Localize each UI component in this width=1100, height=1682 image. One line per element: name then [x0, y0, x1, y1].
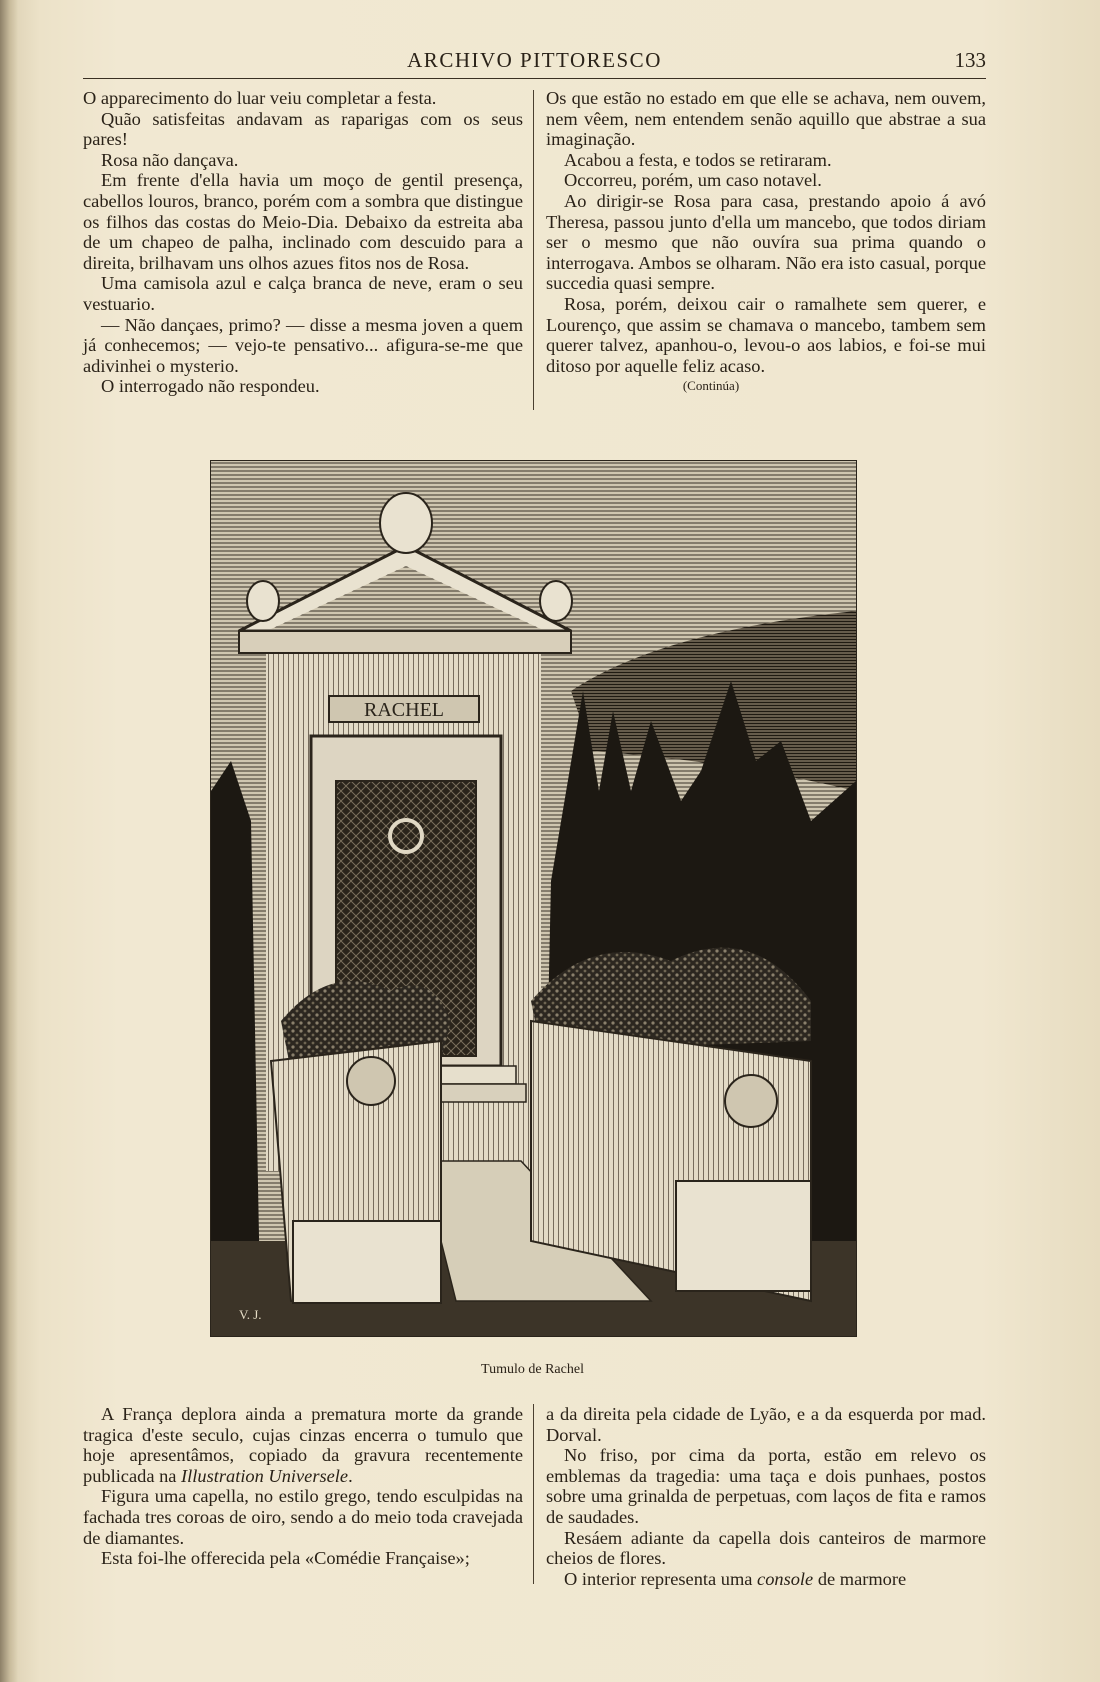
planter-left-base	[293, 1221, 441, 1303]
paragraph: — Não dançaes, primo? — disse a mesma joven a quem já conhecemos; — vejo-te pensativo... afigura-se-me que adivinhei o mysterio.	[83, 314, 523, 376]
column-rule-top	[533, 90, 534, 410]
paragraph: Quão satisfeitas andavam as raparigas com os seus pares!	[83, 108, 523, 150]
page-number: 133	[954, 48, 986, 72]
column-rule-bottom	[533, 1404, 534, 1584]
paragraph: Resáem adiante da capella dois canteiros de marmore cheios de flores.	[546, 1527, 986, 1569]
top-right-column	[546, 88, 986, 397]
engraver-mark: V. J.	[239, 1307, 262, 1322]
bottom-left-column	[83, 1404, 523, 1569]
page-header	[83, 44, 986, 79]
paragraph	[546, 1569, 986, 1590]
paragraph: O apparecimento do luar veiu completar a festa.	[83, 88, 437, 108]
paragraph: Figura uma capella, no estilo grego, tendo esculpidas na fachada tres coroas de oiro, sendo a do meio toda cravejada de diamantes.	[83, 1486, 523, 1548]
continua-note: (Continúa)	[682, 378, 740, 394]
planter-left-cross-ornament	[347, 1057, 395, 1105]
cornice	[239, 631, 571, 653]
tomb-inscription: RACHEL	[364, 699, 444, 721]
planter-right-cross-ornament	[725, 1075, 777, 1127]
paragraph-text: A França deplora ainda a prematura morte da grande tragica d'este seculo, cujas cinzas encerra o tumulo que hoje apresentâmos, copiado da gravura recentemente publicada na	[83, 1404, 523, 1486]
planter-right-base	[676, 1181, 811, 1291]
paragraph: Acabou a festa, e todos se retiraram.	[564, 149, 832, 170]
paragraph: Esta foi-lhe offerecida pela «Comédie Française»;	[101, 1548, 470, 1569]
paragraph: Em frente d'ella havia um moço de gentil presença, cabellos louros, branco, porém com a sombra que distingue os filhos das costas do Meio-Dia. Debaixo da estreita aba de um chapeo de palha, inclinado com descuido para a direita, brilhavam uns olhos azues fitos nos de Rosa.	[83, 170, 523, 273]
paragraph-text: .	[348, 1465, 353, 1486]
paragraph-text: O interior representa uma	[564, 1568, 758, 1589]
paragraph: Uma camisola azul e calça branca de neve, eram o seu vestuario.	[83, 273, 523, 314]
acroterion-right	[540, 581, 572, 621]
paragraph: O interrogado não respondeu.	[101, 376, 320, 397]
running-title: ARCHIVO PITTORESCO	[407, 48, 662, 72]
top-left-column	[83, 88, 523, 397]
paragraph	[83, 1404, 523, 1486]
figure-caption: Tumulo de Rachel	[481, 1362, 584, 1377]
paragraph: Rosa não dançava.	[101, 149, 239, 170]
paragraph: Ao dirigir-se Rosa para casa, prestando apoio á avó Theresa, passou junto d'ella um mancebo, que todos diriam ser o mesmo que não ouvíra sua prima quando o interrogava. Ambos se olharam. Não era isto casual, porque succedia quasi sempre.	[546, 190, 986, 294]
paragraph: No friso, por cima da porta, estão em relevo os emblemas da tragedia: uma taça e dois punhaes, postos sobre uma grinalda de perpetuas, com laços de fita e ramos de saudades.	[546, 1445, 986, 1527]
acroterion-top	[380, 493, 432, 553]
paragraph: a da direita pela cidade de Lyão, e a da esquerda por mad. Dorval.	[546, 1404, 986, 1445]
paragraph: Rosa, porém, deixou cair o ramalhete sem querer, e Lourenço, que assim se chamava o mancebo, tambem sem querer talvez, apanhou-o, levou-o aos labios, e foi-se mui ditoso por aquelle feliz acaso.	[546, 293, 986, 376]
paragraph-text: de marmore	[813, 1568, 907, 1589]
paragraph: Os que estão no estado em que elle se achava, nem ouvem, nem vêem, nem entendem senão aquillo que abstrae a sua imaginação.	[546, 88, 986, 150]
bottom-right-column	[546, 1404, 986, 1589]
acroterion-left	[247, 581, 279, 621]
italic-term: console	[757, 1568, 814, 1589]
paragraph: Occorreu, porém, um caso notavel.	[564, 170, 822, 191]
publication-title: Illustration Universele	[181, 1465, 349, 1486]
tomb-engraving-illustration	[211, 461, 856, 1336]
engraving-tomb-of-rachel	[210, 460, 857, 1337]
binding-shadow	[0, 0, 18, 1682]
